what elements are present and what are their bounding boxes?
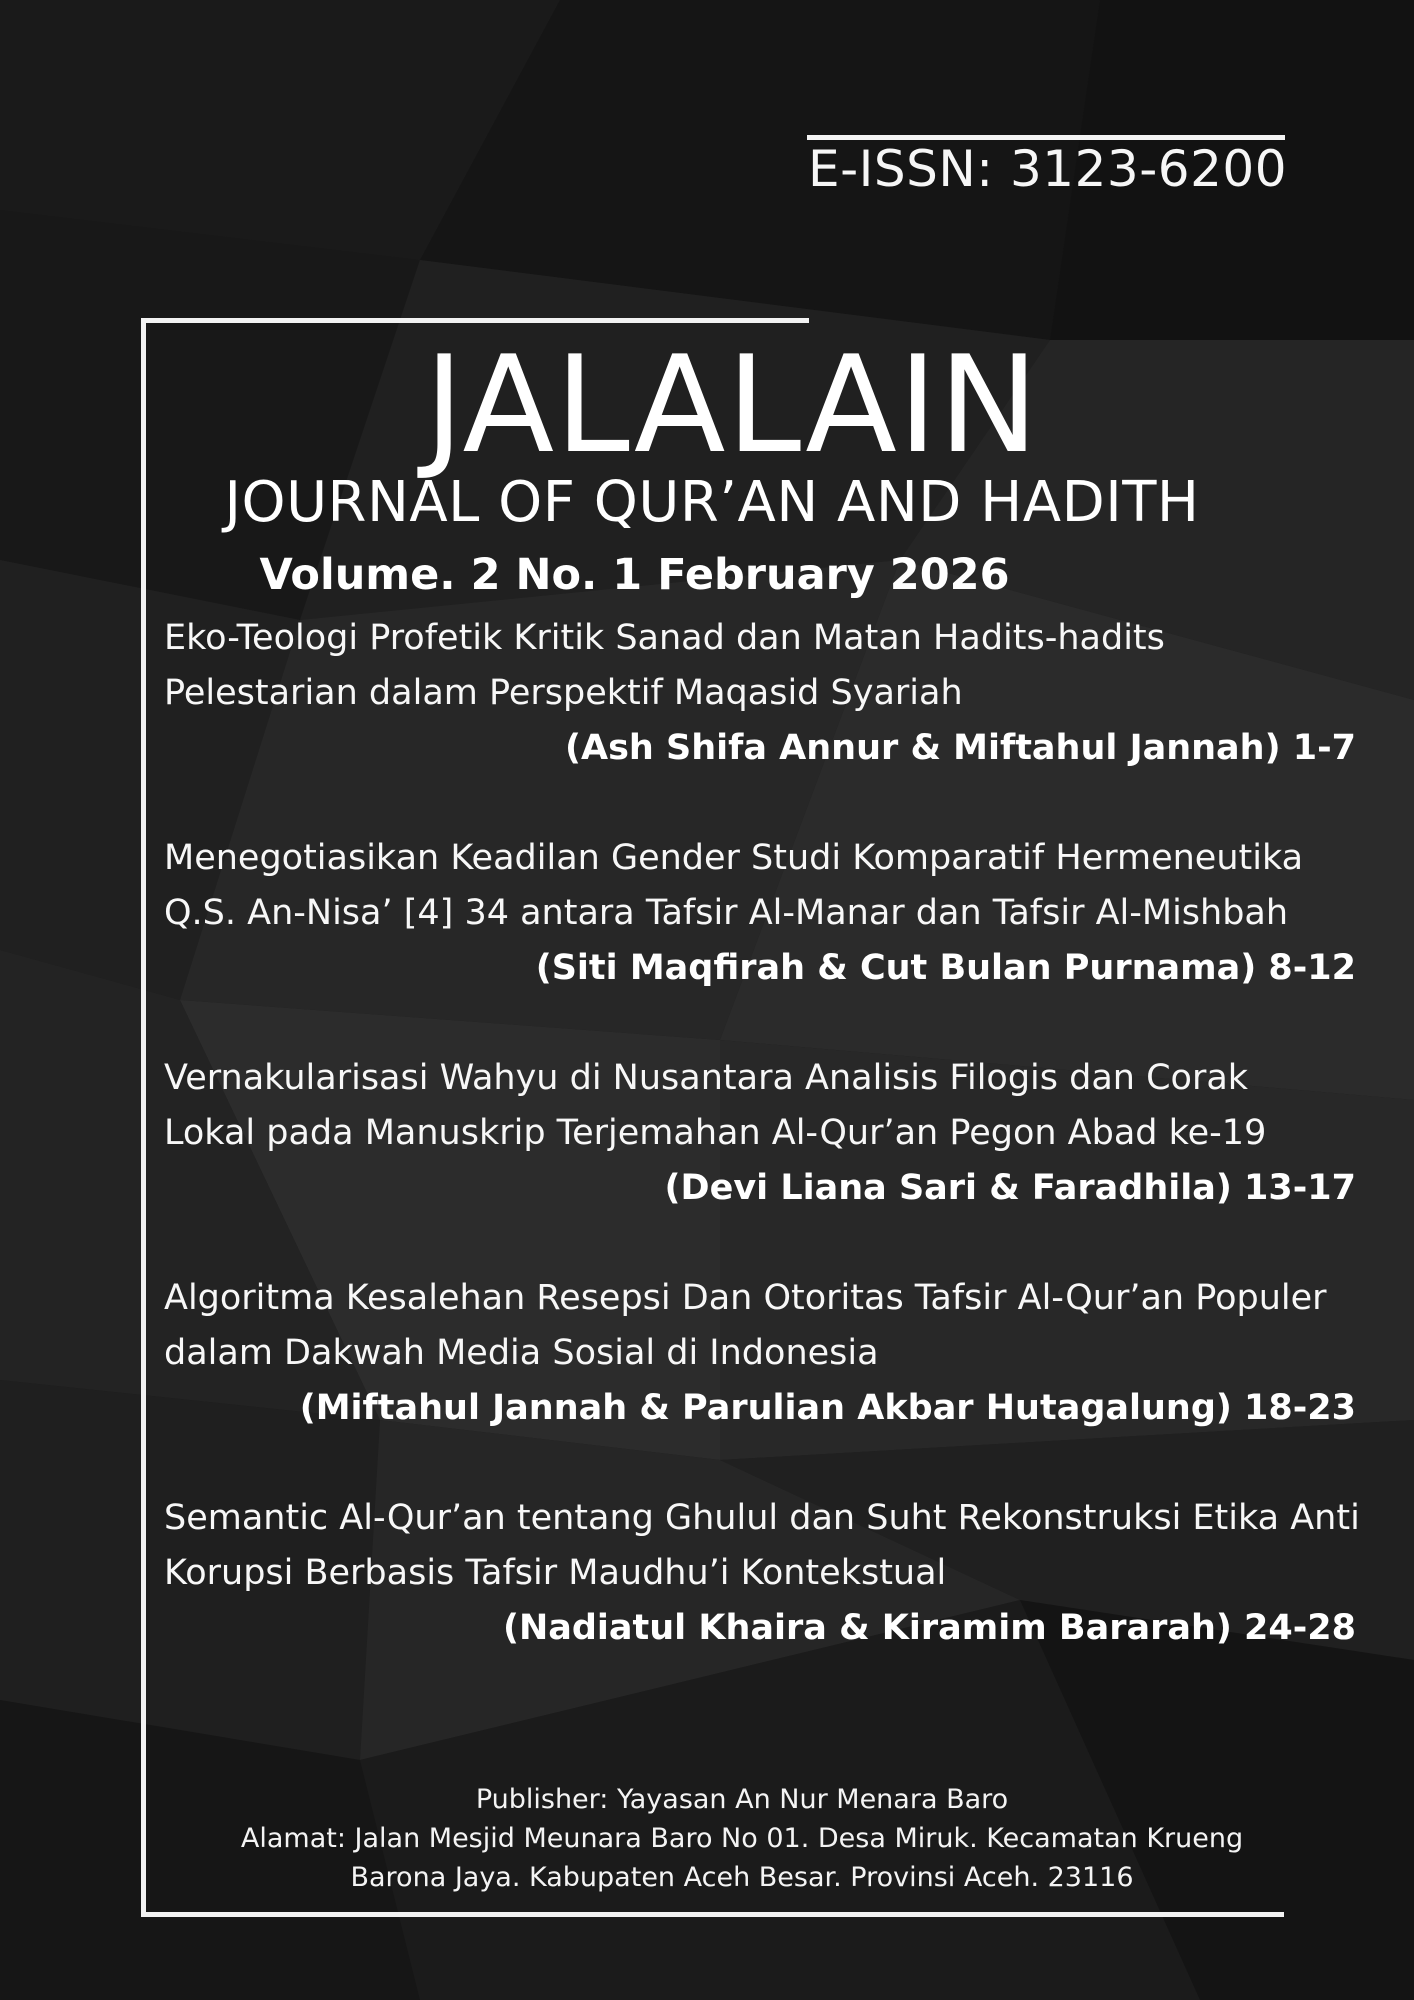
article-title-line: Menegotiasikan Keadilan Gender Studi Komparatif Hermeneutika [164,838,1304,878]
article-title-line: Algoritma Kesalehan Resepsi Dan Otoritas Tafsir Al-Qur’an Populer [164,1278,1327,1318]
article-authors-pages: (Siti Maqfirah & Cut Bulan Purnama) 8-12 [535,948,1356,988]
article-title-line: Lokal pada Manuskrip Terjemahan Al-Qur’an Pegon Abad ke-19 [164,1113,1267,1153]
article-entry [164,1051,1360,1216]
article-title-line: dalam Dakwah Media Sosial di Indonesia [164,1333,879,1373]
publisher-info [0,1780,1414,1897]
article-title-line: Semantic Al-Qur’an tentang Ghulul dan Suht Rekonstruksi Etika Anti [164,1498,1360,1538]
article-entry [164,1491,1360,1656]
article-entry [164,1271,1360,1436]
article-authors-pages: (Nadiatul Khaira & Kiramim Bararah) 24-28 [502,1608,1356,1648]
article-title-line: Vernakularisasi Wahyu di Nusantara Analisis Filogis dan Corak [164,1058,1249,1098]
frame-bottom-border [141,1912,1284,1917]
publisher-address-line: Barona Jaya. Kabupaten Aceh Besar. Provinsi Aceh. 23116 [350,1862,1134,1893]
article-authors-pages: (Devi Liana Sari & Faradhila) 13-17 [664,1168,1356,1208]
frame-top-border [141,318,809,323]
article-title-line: Korupsi Berbasis Tafsir Maudhu’i Kontekstual [164,1553,947,1593]
article-title-line: Pelestarian dalam Perspektif Maqasid Syariah [164,673,963,713]
article-entry [164,831,1360,996]
publisher-name: Publisher: Yayasan An Nur Menara Baro [475,1784,1009,1815]
issn-number: E-ISSN: 3123-6200 [808,140,1288,198]
issue-info: Volume. 2 No. 1 February 2026 [259,550,1010,600]
article-authors-pages: (Miftahul Jannah & Parulian Akbar Hutagalung) 18-23 [299,1388,1356,1428]
article-list [164,611,1360,1711]
publisher-address-line: Alamat: Jalan Mesjid Meunara Baro No 01. Desa Miruk. Kecamatan Krueng [240,1823,1244,1854]
article-title-line: Q.S. An-Nisa’ [4] 34 antara Tafsir Al-Manar dan Tafsir Al-Mishbah [164,893,1289,933]
article-title-line: Eko-Teologi Profetik Kritik Sanad dan Matan Hadits-hadits [164,618,1165,658]
journal-title: JALALAIN [424,327,1040,483]
article-entry [164,611,1360,776]
journal-subtitle: JOURNAL OF QUR’AN AND HADITH [224,470,1200,535]
article-authors-pages: (Ash Shifa Annur & Miftahul Jannah) 1-7 [564,728,1356,768]
